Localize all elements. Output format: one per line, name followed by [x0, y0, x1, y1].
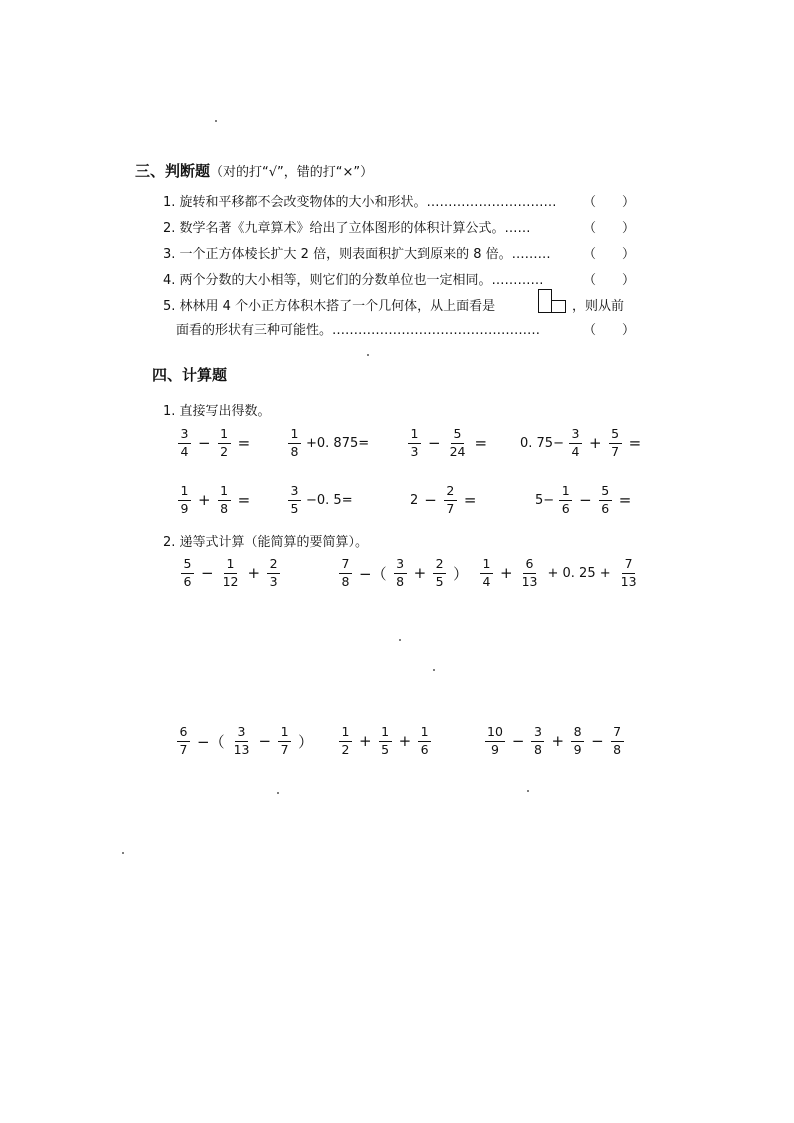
fraction: $\frac{1}{2}$ — [218, 428, 231, 458]
section3-title: 三、判断题 — [135, 162, 211, 180]
fraction: $\frac{1}{4}$ — [480, 558, 493, 588]
fraction: $\frac{1}{5}$ — [379, 726, 392, 756]
question-5-part-b: ，则从前 — [572, 299, 625, 314]
calc-1-2: $\frac{1}{8}$ +0. 875= — [285, 428, 371, 458]
step-calc-2: $\frac{7}{8}$ −（ $\frac{3}{8}$ + $\frac{2}{5}$ ） — [336, 558, 472, 588]
fraction: $\frac{5}{7}$ — [609, 428, 622, 458]
fraction: $\frac{1}{3}$ — [408, 428, 421, 458]
question-3: 3. 一个正方体棱长扩大 2 倍，则表面积扩大到原来的 8 倍。……… — [163, 247, 551, 262]
section3-heading — [135, 160, 373, 181]
scan-speck — [527, 790, 529, 792]
step-calc-6: $\frac{10}{9}$ − $\frac{3}{8}$ + $\frac{8}{9}$ − $\frac{7}{8}$ — [482, 726, 627, 756]
fraction: $\frac{1}{9}$ — [178, 485, 191, 515]
calc-2-4: 5− $\frac{1}{6}$ − $\frac{5}{6}$ = — [535, 483, 632, 516]
question-4: 4. 两个分数的大小相等，则它们的分数单位也一定相同。………… — [163, 273, 544, 288]
fraction: $\frac{1}{6}$ — [418, 726, 431, 756]
step-calc-4: $\frac{6}{7}$ −（ $\frac{3}{13}$ − $\frac{1}{7}$ ） — [174, 726, 317, 756]
calc-2-1: $\frac{1}{9}$ + $\frac{1}{8}$ = — [175, 485, 254, 515]
sub2-label: 2. 递等式计算（能简算的要简算）。 — [163, 535, 369, 550]
fraction: $\frac{1}{2}$ — [339, 726, 352, 756]
scan-speck — [367, 354, 369, 356]
fraction: $\frac{1}{7}$ — [278, 726, 291, 756]
fraction: $\frac{5}{6}$ — [181, 558, 194, 588]
answer-paren-4[interactable]: （ ） — [583, 273, 636, 288]
question-2: 2. 数学名著《九章算术》给出了立体图形的体积计算公式。…… — [163, 221, 531, 236]
fraction: $\frac{10}{9}$ — [487, 724, 503, 757]
calc-1-3: $\frac{1}{3}$ − $\frac{5}{24}$ = — [405, 428, 491, 458]
answer-paren-5[interactable]: （ ） — [583, 323, 636, 338]
fraction: $\frac{8}{9}$ — [571, 726, 584, 756]
fraction: $\frac{7}{8}$ — [611, 726, 624, 756]
scan-speck — [277, 792, 279, 794]
calc-2-3: 2 − $\frac{2}{7}$ = — [410, 483, 477, 516]
fraction: $\frac{3}{8}$ — [394, 558, 407, 588]
scan-speck — [122, 852, 124, 854]
step-calc-1: $\frac{5}{6}$ − $\frac{1}{12}$ + $\frac{2}{3}$ — [178, 558, 283, 588]
top-view-shape-icon — [538, 289, 566, 313]
question-5-part-a: 5. 林林用 4 个小正方体积木搭了一个几何体，从上面看是 — [163, 299, 496, 314]
section3-note: （对的打“√”，错的打“×”） — [210, 165, 374, 180]
fraction: $\frac{3}{4}$ — [569, 428, 582, 458]
calc-2-2: $\frac{3}{5}$ −0. 5= — [285, 485, 355, 515]
fraction: $\frac{2}{5}$ — [433, 558, 446, 588]
calc-1-4: 0. 75− $\frac{3}{4}$ + $\frac{5}{7}$ = — [520, 426, 642, 459]
fraction: $\frac{6}{7}$ — [177, 726, 190, 756]
fraction: $\frac{2}{7}$ — [444, 485, 457, 515]
answer-paren-2[interactable]: （ ） — [583, 221, 636, 236]
fraction: $\frac{1}{12}$ — [222, 556, 239, 589]
fraction: $\frac{5}{6}$ — [599, 485, 612, 515]
fraction: $\frac{3}{4}$ — [178, 428, 191, 458]
fraction: $\frac{2}{3}$ — [267, 558, 280, 588]
fraction: $\frac{5}{24}$ — [449, 426, 466, 459]
step-calc-3: $\frac{1}{4}$ + $\frac{6}{13}$ + 0. 25 + $\frac{7}{13}$ — [477, 558, 642, 588]
step-calc-5: $\frac{1}{2}$ + $\frac{1}{5}$ + $\frac{1}{6}$ — [336, 726, 434, 756]
fraction: $\frac{3}{8}$ — [531, 726, 544, 756]
scan-speck — [215, 120, 217, 122]
fraction: $\frac{7}{8}$ — [339, 558, 352, 588]
fraction: $\frac{7}{13}$ — [620, 556, 637, 589]
fraction: $\frac{1}{8}$ — [218, 485, 231, 515]
fraction: $\frac{3}{5}$ — [288, 485, 301, 515]
fraction: $\frac{1}{8}$ — [288, 428, 301, 458]
fraction: $\frac{6}{13}$ — [521, 556, 538, 589]
question-1: 1. 旋转和平移都不会改变物体的大小和形状。………………………… — [163, 195, 557, 210]
fraction: $\frac{1}{6}$ — [559, 485, 572, 515]
calc-1-1: $\frac{3}{4}$ − $\frac{1}{2}$ = — [175, 428, 254, 458]
sub1-label: 1. 直接写出得数。 — [163, 404, 271, 419]
section4-title: 四、计算题 — [152, 366, 228, 384]
scan-speck — [399, 639, 401, 641]
answer-paren-3[interactable]: （ ） — [583, 247, 636, 262]
question-5-part-c: 面看的形状有三种可能性。………………………………………… — [176, 323, 541, 338]
scan-speck — [433, 669, 435, 671]
answer-paren-1[interactable]: （ ） — [583, 195, 636, 210]
fraction: $\frac{3}{13}$ — [233, 724, 250, 757]
